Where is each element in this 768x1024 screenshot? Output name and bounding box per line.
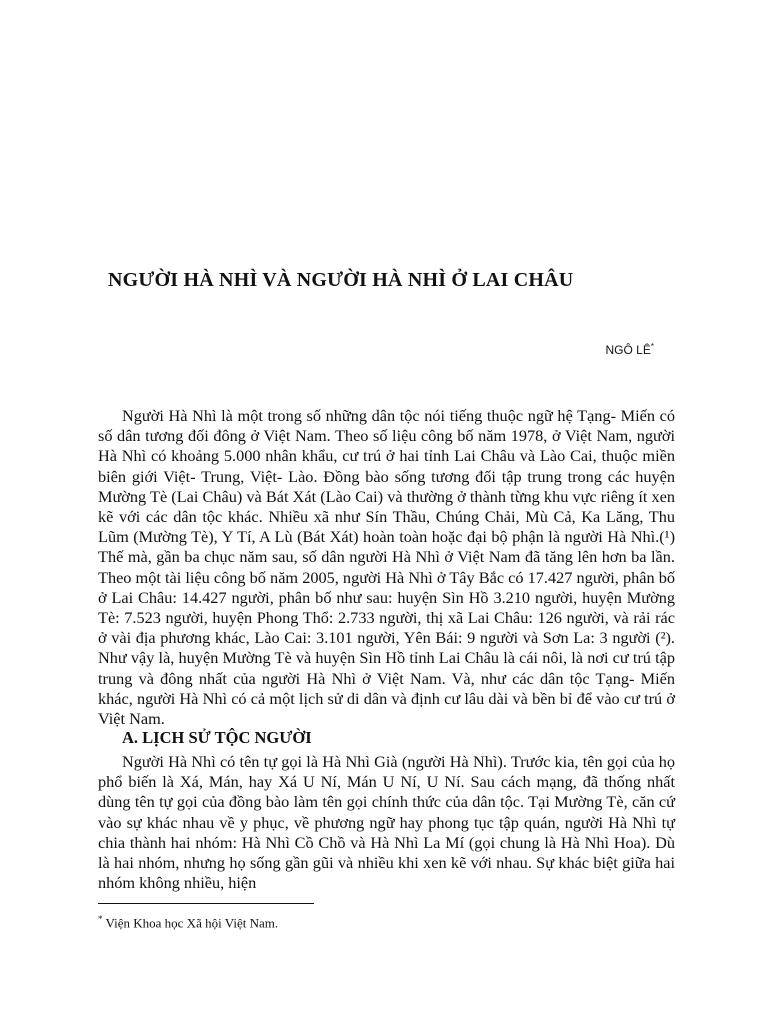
- footnote-mark: *: [98, 914, 103, 924]
- history-paragraph: Người Hà Nhì có tên tự gọi là Hà Nhì Già (người Hà Nhì). Trước kia, tên gọi của họ phổ biến là Xá, Mán, hay Xá U Ní, Mán U Ní, U Ní. Sau cách mạng, đã thống nhất dùng tên tự gọi của đồng bào làm tên gọi chính thức của dân tộc. Tại Mường Tè, căn cứ vào sự khác nhau về y phục, về phương ngữ hay phong tục tập quán, người Hà Nhì tự chia thành hai nhóm: Hà Nhì Cồ Chồ và Hà Nhì La Mí (gọi chung là Hà Nhì Hoa). Dù là hai nhóm, nhưng họ sống gần gũi và nhiều khi xen kẽ với nhau. Sự khác biệt giữa hai nhóm không nhiều, hiện: [98, 752, 675, 893]
- footnote-text: Viện Khoa học Xã hội Việt Nam.: [105, 915, 279, 931]
- footnote: [98, 914, 278, 931]
- author-name: NGÔ LÊ: [605, 343, 651, 357]
- footnote-divider: [98, 903, 314, 904]
- section-heading: A. LỊCH SỬ TỘC NGƯỜI: [122, 728, 312, 747]
- article-title: NGƯỜI HÀ NHÌ VÀ NGƯỜI HÀ NHÌ Ở LAI CHÂU: [108, 269, 574, 291]
- author-byline: [606, 342, 654, 357]
- author-footnote-mark: *: [650, 342, 654, 351]
- intro-paragraph: Người Hà Nhì là một trong số những dân tộc nói tiếng thuộc ngữ hệ Tạng- Miến có số dân tương đối đông ở Việt Nam. Theo số liệu công bố năm 1978, ở Việt Nam, người Hà Nhì có khoảng 5.000 nhân khẩu, cư trú ở hai tỉnh Lai Châu và Lào Cai, thuộc miền biên giới Việt- Trung, Việt- Lào. Đồng bào sống tương đối tập trung trong các huyện Mường Tè (Lai Châu) và Bát Xát (Lào Cai) và thường ở thành từng khu vực riêng ít xen kẽ với các dân tộc khác. Nhiều xã như Sín Thầu, Chúng Chải, Mù Cả, Ka Lăng, Thu Lũm (Mường Tè), Y Tí, A Lù (Bát Xát) hoàn toàn hoặc đại bộ phận là người Hà Nhì.(¹) Thế mà, gần ba chục năm sau, số dân người Hà Nhì ở Việt Nam đã tăng lên hơn ba lần. Theo một tài liệu công bố năm 2005, người Hà Nhì ở Tây Bắc có 17.427 người, phân bố ở Lai Châu: 14.427 người, phân bố như sau: huyện Sìn Hồ 3.210 người, huyện Mường Tè: 7.523 người, huyện Phong Thổ: 2.733 người, thị xã Lai Châu: 126 người, và rải rác ở vài địa phương khác, Lào Cai: 3.101 người, Yên Bái: 9 người và Sơn La: 3 người (²). Như vậy là, huyện Mường Tè và huyện Sìn Hồ tỉnh Lai Châu là cái nôi, là nơi cư trú tập trung và đông nhất của người Hà Nhì ở Việt Nam. Và, như các dân tộc Tạng- Miến khác, người Hà Nhì có cả một lịch sử di dân và định cư lâu dài và bền bỉ để vào cư trú ở Việt Nam.: [98, 406, 675, 729]
